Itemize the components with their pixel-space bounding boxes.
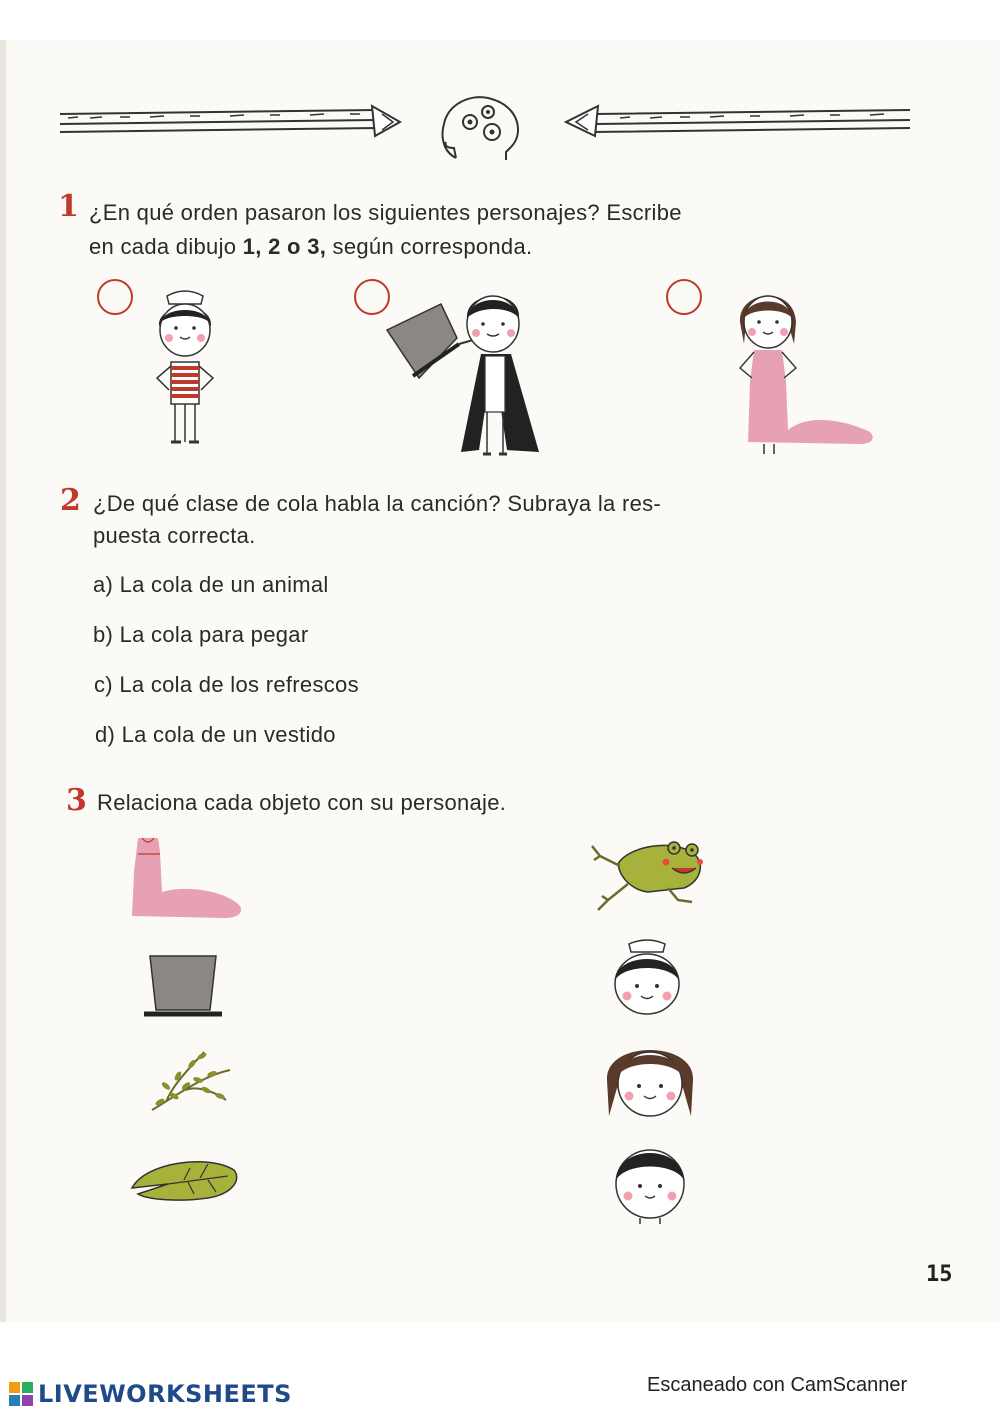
magician-boy-illustration [383,282,543,464]
boy-face-character[interactable] [604,1138,696,1226]
sailor-boy-illustration [145,282,225,457]
answer-option-d[interactable]: d) La cola de un vestido [95,722,336,747]
frog-character[interactable] [588,838,710,918]
top-hat-object[interactable] [142,952,224,1020]
sailor-boy-face-character[interactable] [605,934,689,1018]
girl-face-character[interactable] [601,1036,699,1122]
question-2-text-line2: puesta correcta. [93,523,256,548]
question-3-text: Relaciona cada objeto con su personaje. [97,790,507,815]
page-number: 15 [926,1262,953,1287]
question-1-text-line2: en cada dibujo 1, 2 o 3, según corresponda. [89,234,533,259]
liveworksheets-logo[interactable] [8,1380,292,1408]
thinking-head-gears-icon [436,92,528,162]
lily-pad-object[interactable] [128,1154,240,1202]
liveworksheets-brand-text: LIVEWORKSHEETS [38,1380,292,1408]
order-answer-circle-sailor[interactable] [97,279,133,315]
liveworksheets-grid-icon [8,1381,34,1407]
plant-sprig-object[interactable] [146,1046,234,1118]
header-arrow-right-pointing-icon [60,100,405,140]
question-1-number: 1 [58,189,79,224]
answer-option-c[interactable]: c) La cola de los refrescos [94,672,359,697]
order-answer-circle-girl[interactable] [666,279,702,315]
girl-in-pink-dress-illustration [730,282,878,458]
answer-option-a[interactable]: a) La cola de un animal [93,572,329,597]
question-2-text-line1: ¿De qué clase de cola habla la canción? Subraya la res- [93,491,662,516]
answer-option-b[interactable]: b) La cola para pegar [93,622,309,647]
pink-dress-object[interactable] [128,832,244,920]
header-arrow-left-pointing-icon [560,100,910,140]
question-3-number: 3 [66,783,87,818]
question-1-text-line1: ¿En qué orden pasaron los siguientes personajes? Escribe [89,200,682,225]
question-2-number: 2 [60,483,81,518]
camscanner-label: Escaneado con CamScanner [647,1374,908,1396]
